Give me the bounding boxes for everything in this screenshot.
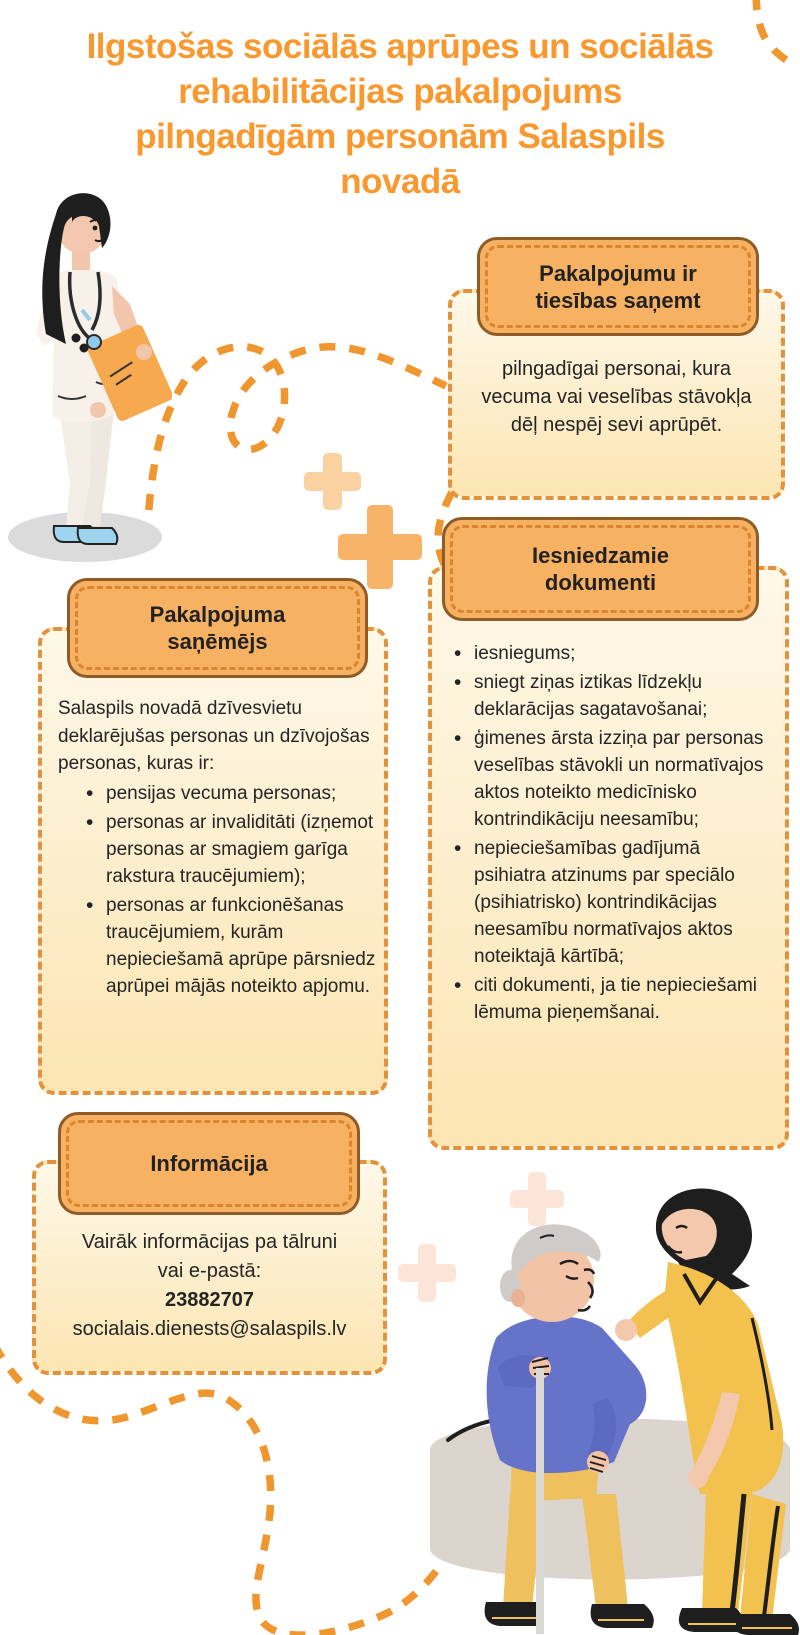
- list-item: • iesniegums;: [454, 640, 769, 667]
- plus-icon-medium: [338, 505, 422, 589]
- list-item: • pensijas vecuma personas;: [86, 780, 376, 807]
- phone-number: 23882707: [165, 1289, 254, 1311]
- recipient-intro: Salaspils novadā dzīvesvietu deklarējušas personas un dzīvojošas personas, kuras ir:: [58, 698, 370, 774]
- email-address: socialais.dienests@salaspils.lv: [72, 1318, 347, 1340]
- info-line-2: vai e-pastā:: [157, 1260, 262, 1282]
- eligibility-header-label: Pakalpojumu ir tiesības saņemt: [535, 260, 701, 313]
- info-header: [58, 1112, 360, 1215]
- recipient-list: [42, 778, 384, 1000]
- eligibility-header: [477, 237, 759, 336]
- plus-icon-pale-2: [398, 1244, 456, 1302]
- list-item: • personas ar funkcionēšanas traucējumiem, kurām nepieciešamā aprūpe pārsniedz aprūpei mājās noteikto apjomu.: [86, 892, 376, 1000]
- eligibility-text: pilngadīgai personai, kura vecuma vai veselības stāvokļa dēļ nespēj sevi aprūpēt.: [481, 358, 752, 436]
- title-line-2: rehabilitācijas pakalpojums: [178, 72, 622, 111]
- page-title: [0, 24, 800, 204]
- caregiver-elderly-illustration: [400, 1162, 800, 1635]
- bench: [430, 1419, 790, 1580]
- info-header-label: Informācija: [150, 1151, 268, 1176]
- list-item: • citi dokumenti, ja tie nepieciešami lēmuma pieņemšanai.: [454, 972, 769, 1026]
- list-item: • ģimenes ārsta izziņa par personas veselības stāvokli un normatīvajos aktos noteikto medicīnisko kontrindikāciju neesamību;: [454, 725, 769, 833]
- list-item: • nepieciešamības gadījumā psihiatra atzinums par speciālo (psihiatrisko) kontrindikācijas neesamību normatīvajos aktos noteiktajā kārtībā;: [454, 835, 769, 970]
- plus-icon-pale-1: [510, 1172, 564, 1226]
- recipient-header-label: Pakalpojuma saņēmējs: [149, 602, 286, 654]
- title-line-3: pilngadīgām personām Salaspils: [135, 117, 665, 156]
- nurse-illustration: [2, 182, 172, 567]
- info-line-1: Vairāk informācijas pa tālruni: [81, 1231, 338, 1253]
- list-item: • personas ar invaliditāti (izņemot personas ar smagiem garīga rakstura traucējumiem);: [86, 809, 376, 890]
- plus-icon-light: [304, 453, 361, 510]
- documents-header-label: Iesniedzamie dokumenti: [532, 543, 669, 595]
- recipient-header: [67, 578, 368, 678]
- title-line-1: Ilgstošas sociālās aprūpes un sociālās: [86, 27, 714, 66]
- floor-shadow: [8, 512, 162, 562]
- documents-card: [428, 566, 789, 1150]
- documents-header: [442, 517, 759, 621]
- list-item: • sniegt ziņas iztikas līdzekļu deklarācijas sagatavošanai;: [454, 669, 769, 723]
- recipient-card: [38, 627, 388, 1095]
- title-line-4: novadā: [340, 162, 460, 201]
- documents-list: [432, 570, 785, 1026]
